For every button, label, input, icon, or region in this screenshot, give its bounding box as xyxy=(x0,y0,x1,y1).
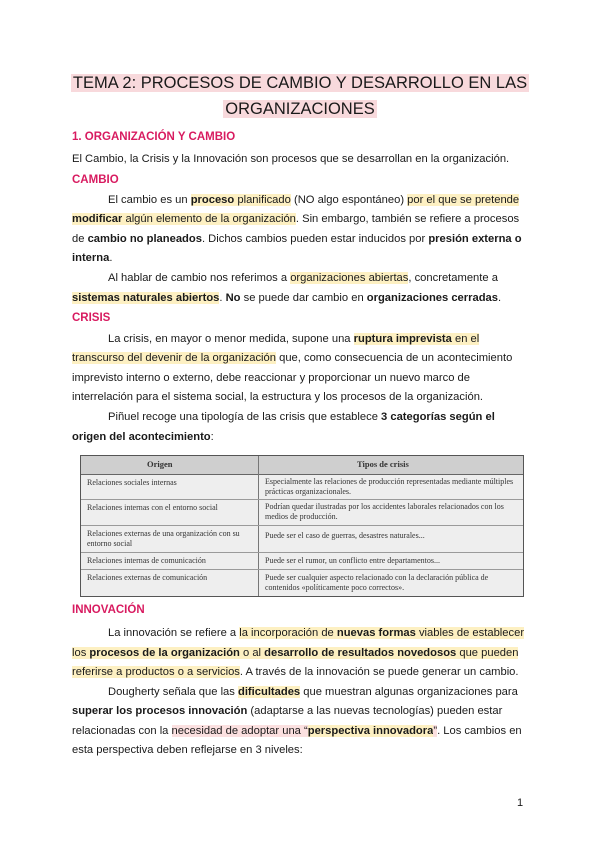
page-number: 1 xyxy=(517,797,524,809)
table-cell-origin: Relaciones externas de una organización con su entorno social xyxy=(87,529,240,548)
table-cell-types: Especialmente las relaciones de producción representadas mediante múltiples prácticas organizacionales. xyxy=(265,477,514,496)
paragraph-line: origen del acontecimiento: xyxy=(72,431,214,443)
table-cell-origin: Relaciones internas de comunicación xyxy=(87,556,206,565)
paragraph-line: Dougherty señala que las dificultades que muestran algunas organizaciones para xyxy=(108,686,518,698)
table-header xyxy=(81,456,523,475)
paragraph-line: Piñuel recoge una tipología de las crisis que establece 3 categorías según el xyxy=(108,411,495,423)
paragraph-line: imprevisto interno o externo, debe reaccionar y proporcionar un nuevo marco de xyxy=(72,372,470,384)
paragraph-line: de cambio no planeados. Dichos cambios pueden estar inducidos por presión externa o xyxy=(72,233,522,245)
table-cell-origin: Relaciones internas con el entorno social xyxy=(87,503,218,512)
paragraph-line: superar los procesos innovación (adaptarse a las nuevas tecnologías) pueden estar xyxy=(72,705,503,717)
paragraph-line: interrelación para el sistema social, la estructura y los procesos de la organización. xyxy=(72,391,484,403)
paragraph-line: los procesos de la organización o al desarrollo de resultados novedosos que pueden xyxy=(72,647,519,659)
paragraph-line: La innovación se refiere a la incorporación de nuevas formas viables de establecer xyxy=(108,627,525,639)
paragraph-line: referirse a productos o a servicios. A través de la innovación se puede generar un cambio. xyxy=(72,666,519,678)
table-cell-types: Puede ser el caso de guerras, desastres naturales... xyxy=(265,531,425,540)
table-header-types: Tipos de crisis xyxy=(357,459,409,469)
paragraph-line: modificar algún elemento de la organización. Sin embargo, también se refiere a procesos xyxy=(72,213,520,225)
table-row xyxy=(81,500,523,526)
document-title-line2: ORGANIZACIONES xyxy=(225,100,375,118)
section-intro: El Cambio, la Crisis y la Innovación son procesos que se desarrollan en la organización. xyxy=(72,153,510,165)
table-row xyxy=(81,526,523,553)
table-cell-origin: Relaciones externas de comunicación xyxy=(87,573,208,582)
crisis-types-table xyxy=(80,455,524,597)
crisis-heading: CRISIS xyxy=(72,312,111,324)
paragraph-line: interna. xyxy=(72,252,113,264)
paragraph-line: La crisis, en mayor o menor medida, supone una ruptura imprevista en el xyxy=(108,333,480,345)
cambio-heading: CAMBIO xyxy=(72,174,119,186)
paragraph-line: relacionadas con la necesidad de adoptar una “perspectiva innovadora”. Los cambios en xyxy=(72,725,522,737)
table-cell-types: Puede ser cualquier aspecto relacionado con la declaración pública de contenidos «políticamente poco correctos». xyxy=(265,573,489,592)
innovacion-heading: INNOVACIÓN xyxy=(72,604,145,616)
table-row xyxy=(81,570,523,595)
paragraph-line: Al hablar de cambio nos referimos a organizaciones abiertas, concretamente a xyxy=(108,272,498,284)
table-row xyxy=(81,553,523,570)
paragraph-line: sistemas naturales abiertos. No se puede dar cambio en organizaciones cerradas. xyxy=(72,292,502,304)
table-cell-types: Puede ser el rumor, un conflicto entre departamentos... xyxy=(265,556,440,565)
table-cell-origin: Relaciones sociales internas xyxy=(87,478,177,487)
paragraph-line: transcurso del devenir de la organización que, como consecuencia de un acontecimiento xyxy=(72,352,513,364)
table-cell-types: Podrían quedar ilustradas por los accidentes laborales relacionados con los medios de producción. xyxy=(265,502,504,521)
table-row xyxy=(81,475,523,500)
paragraph-line: esta perspectiva deben reflejarse en 3 niveles: xyxy=(72,744,303,756)
document-title-line1: TEMA 2: PROCESOS DE CAMBIO Y DESARROLLO EN LAS xyxy=(72,74,528,92)
section-heading: 1. ORGANIZACIÓN Y CAMBIO xyxy=(72,131,236,143)
paragraph-line: El cambio es un proceso planificado (NO algo espontáneo) por el que se pretende xyxy=(108,194,520,206)
table-header-origin: Origen xyxy=(147,459,173,469)
